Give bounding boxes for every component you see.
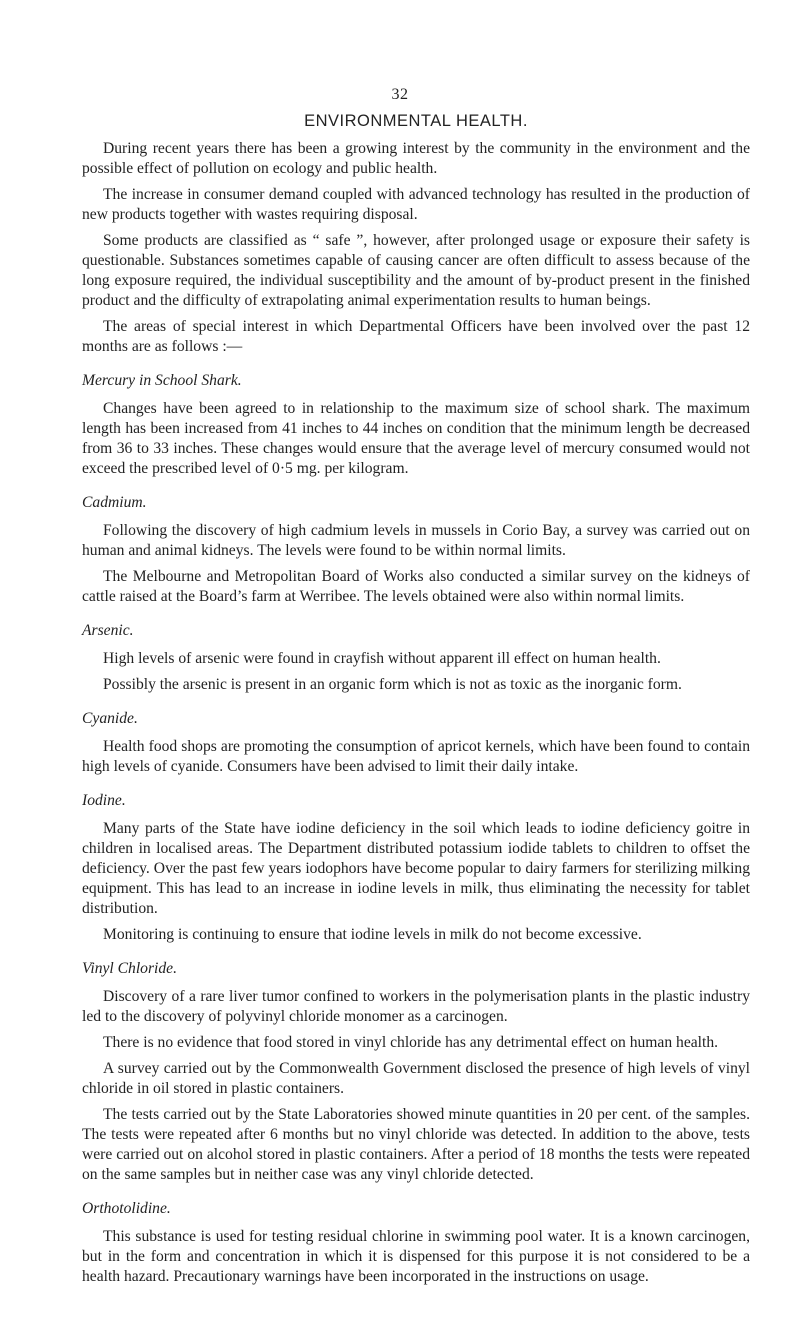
document-page xyxy=(82,82,750,1293)
paragraph: The tests carried out by the State Laboratories showed minute quantities in 20 per cent. of the samples. The tests were repeated after 6 months but no vinyl chloride was detected. In addition to the above, tests were carried out on alcohol stored in plastic containers. After a period of 18 months the tests were repeated on the same samples but in neither case was any vinyl chloride detected. xyxy=(82,1106,750,1183)
section-title: Cadmium. xyxy=(82,494,147,511)
section-title: Mercury in School Shark. xyxy=(82,372,242,389)
paragraph: The increase in consumer demand coupled with advanced technology has resulted in the production of new products together with wastes requiring disposal. xyxy=(82,186,750,223)
paragraph: Possibly the arsenic is present in an organic form which is not as toxic as the inorganic form. xyxy=(103,676,682,693)
paragraph: There is no evidence that food stored in vinyl chloride has any detrimental effect on human health. xyxy=(103,1034,719,1051)
paragraph: Many parts of the State have iodine deficiency in the soil which leads to iodine deficiency goitre in children in localised areas. The Department distributed potassium iodide tablets to children to offset the deficiency. Over the past few years iodophors have become popular to dairy farmers for sterilizing milking equipment. This has lead to an increase in iodine levels in milk, thus eliminating the necessity for tablet distribution. xyxy=(82,820,750,917)
paragraph: Following the discovery of high cadmium levels in mussels in Corio Bay, a survey was carried out on human and animal kidneys. The levels were found to be within normal limits. xyxy=(82,522,750,559)
section-title: Iodine. xyxy=(82,792,126,809)
paragraph: This substance is used for testing residual chlorine in swimming pool water. It is a known carcinogen, but in the form and concentration in which it is dispensed for this purpose it is not considered to be a health hazard. Precautionary warnings have been incorporated in the instructions on usage. xyxy=(82,1228,750,1285)
section-title: Arsenic. xyxy=(82,622,134,639)
paragraph: The areas of special interest in which Departmental Officers have been involved over the past 12 months are as follows :— xyxy=(82,318,750,355)
section-title: Cyanide. xyxy=(82,710,138,727)
paragraph: The Melbourne and Metropolitan Board of Works also conducted a similar survey on the kidneys of cattle raised at the Board’s farm at Werribee. The levels obtained were also within normal limits. xyxy=(82,568,750,605)
section-cyanide xyxy=(82,709,750,777)
page-title: ENVIRONMENTAL HEALTH. xyxy=(304,112,528,130)
section-title: Orthotolidine. xyxy=(82,1200,171,1217)
section-arsenic xyxy=(82,621,750,695)
intro-block xyxy=(82,139,750,357)
paragraph: High levels of arsenic were found in crayfish without apparent ill effect on human health. xyxy=(103,650,661,667)
section-vinyl-chloride xyxy=(82,959,750,1185)
page-number: 32 xyxy=(391,86,409,103)
paragraph: Monitoring is continuing to ensure that iodine levels in milk do not become excessive. xyxy=(103,926,642,943)
paragraph: Some products are classified as “ safe ”, however, after prolonged usage or exposure their safety is questionable. Substances sometimes capable of causing cancer are often difficult to assess because of the long exposure required, the individual susceptibility and the amount of by-product present in the finished product and the difficulty of extrapolating animal experimentation results to human beings. xyxy=(82,232,750,309)
paragraph: A survey carried out by the Commonwealth Government disclosed the presence of high levels of vinyl chloride in oil stored in plastic containers. xyxy=(82,1060,750,1097)
section-iodine xyxy=(82,791,750,945)
section-mercury xyxy=(82,371,750,479)
section-cadmium xyxy=(82,493,750,607)
paragraph: During recent years there has been a growing interest by the community in the environment and the possible effect of pollution on ecology and public health. xyxy=(82,140,750,177)
section-orthotolidine xyxy=(82,1199,750,1287)
paragraph: Discovery of a rare liver tumor confined to workers in the polymerisation plants in the plastic industry led to the discovery of polyvinyl chloride monomer as a carcinogen. xyxy=(82,988,750,1025)
paragraph: Health food shops are promoting the consumption of apricot kernels, which have been found to contain high levels of cyanide. Consumers have been advised to limit their daily intake. xyxy=(82,738,750,775)
section-title: Vinyl Chloride. xyxy=(82,960,177,977)
paragraph: Changes have been agreed to in relationship to the maximum size of school shark. The maximum length has been increased from 41 inches to 44 inches on condition that the minimum length be decreased from 36 to 33 inches. These changes would ensure that the average level of mercury consumed would not exceed the prescribed level of 0·5 mg. per kilogram. xyxy=(82,400,750,477)
